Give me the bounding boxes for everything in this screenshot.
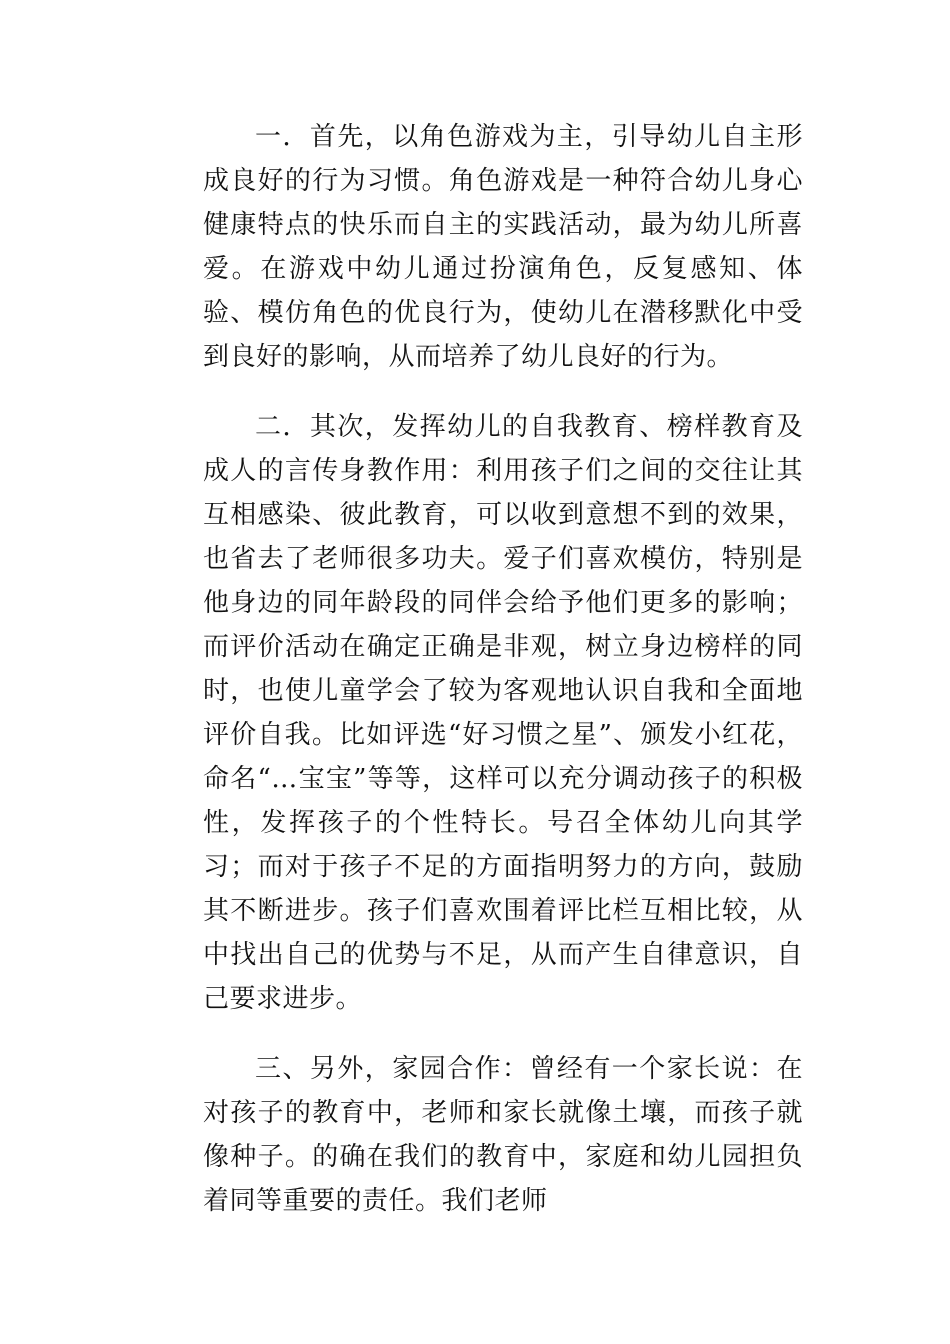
paragraph-3: 三、另外，家园合作：曾经有一个家长说：在对孩子的教育中，老师和家长就像土壤，而孩子就像种子。的确在我们的教育中，家庭和幼儿园担负着同等重要的责任。我们老师 <box>203 1054 803 1216</box>
paragraph-2: 二．其次，发挥幼儿的自我教育、榜样教育及成人的言传身教作用：利用孩子们之间的交往让其互相感染、彼此教育，可以收到意想不到的效果，也省去了老师很多功夫。爱子们喜欢模仿，特别是他身边的同年龄段的同伴会给予他们更多的影响；而评价活动在确定正确是非观，树立身边榜样的同时，也使儿童学会了较为客观地认识自我和全面地评价自我。比如评选“好习惯之星”、颁发小红花，命名“…宝宝”等等，这样可以充分调动孩子的积极性，发挥孩子的个性特长。号召全体幼儿向其学习；而对于孩子不足的方面指明努力的方向，鼓励其不断进步。孩子们喜欢围着评比栏互相比较，从中找出自己的优势与不足，从而产生自律意识，自己要求进步。 <box>203 412 803 1014</box>
paragraph-1: 一．首先，以角色游戏为主，引导幼儿自主形成良好的行为习惯。角色游戏是一种符合幼儿身心健康特点的快乐而自主的实践活动，最为幼儿所喜爱。在游戏中幼儿通过扮演角色，反复感知、体验、模仿角色的优良行为，使幼儿在潜移默化中受到良好的影响，从而培养了幼儿良好的行为。 <box>203 122 803 372</box>
document-body <box>203 115 803 1223</box>
